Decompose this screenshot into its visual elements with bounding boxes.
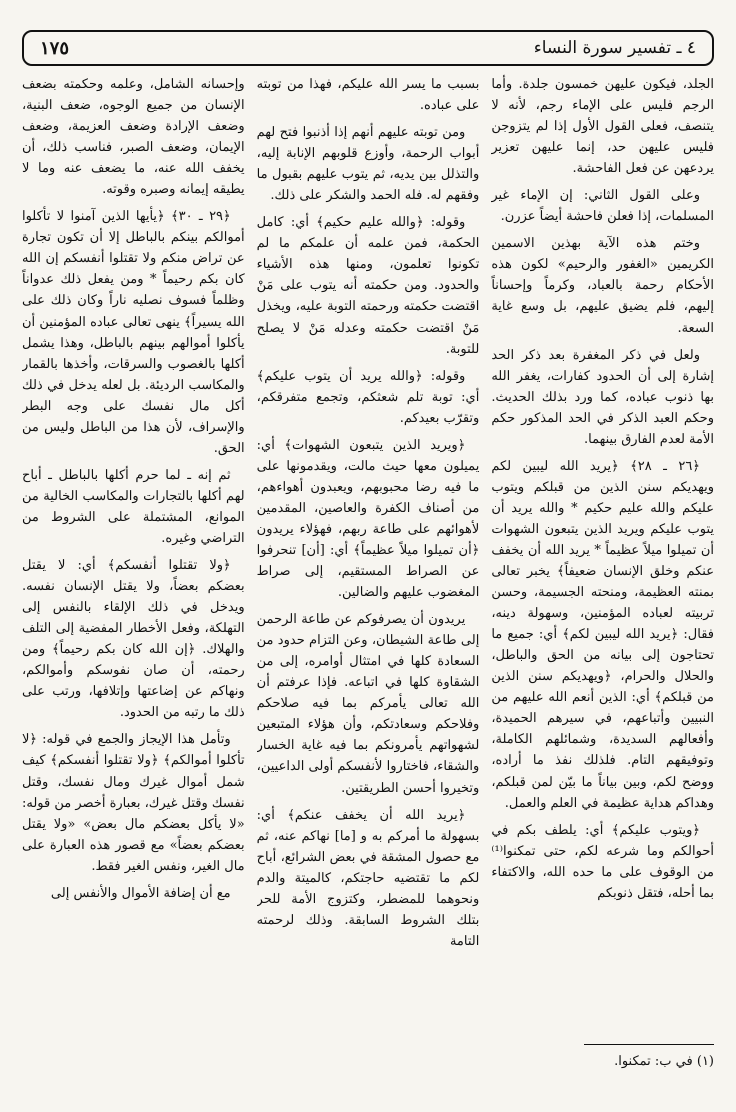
paragraph: ﴿ولا تقتلوا أنفسكم﴾ أي: لا يقتل بعضكم بعضاً، ولا يقتل الإنسان نفسه. ويدخل في ذلك الإلقاء بالنفس إلى التهلكة، وفعل الأخطار المفضية إلى التلف والهلاك. ﴿إن الله كان بكم رحيماً﴾ ومن رحمته، أن صان نفوسكم وأموالكم، ونهاكم عن إضاعتها وإتلافها، ورتب على ذلك ما رتبه من الحدود. xyxy=(21,558,245,721)
footnote: (١) في ب: تمكنوا. xyxy=(614,1054,714,1069)
paragraph: وتأمل هذا الإيجاز والجمع في قوله: ﴿لا تأكلوا أموالكم﴾ ﴿ولا تقتلوا أنفسكم﴾ كيف شمل أموال غيرك ومال نفسك، وقتل نفسك وقتل غيرك، بعبارة أخصر من قوله: «لا يأكل بعضكم مال بعض» «ولا يقتل بعضكم بعضاً» مع قصور هذه العبارة على مال الغير، ونفس الغير فقط. xyxy=(21,732,245,874)
column-left xyxy=(22,74,245,1024)
paragraph: ﴿٢٦ ـ ٢٨﴾ ﴿يريد الله ليبين لكم ويهديكم سنن الذين من قبلكم ويتوب عليكم والله عليم حكيم * والله يريد أن يتوب عليكم ويريد الذين يتبعون الشهوات أن تميلوا ميلاً عظيماً * يريد الله أن يخفف عنكم وخلق الإنسان ضعيفاً﴾ يخبر تعالى بمنته العظيمة، ومنحته الجسيمة، وحسن تربيته لعباده المؤمنين، وسهولة دينه، فقال: ﴿يريد الله ليبين لكم﴾ أي: جميع ما تحتاجون إلى بيانه من الحق والباطل، والحلال والحرام، ﴿ويهديكم سنن الذين من قبلكم﴾ أي: الذين أنعم الله عليهم من النبيين وأتباعهم، في سيرهم الحميدة، وأفعالهم السديدة، وشمائلهم الكاملة، وتوفيقهم التام. فلذلك نفذ ما أراده، ووضح لكم، وبين بياناً ما بيّن لمن قبلكم، وهداكم هداية عظيمة في العلم والعمل. xyxy=(491,458,714,811)
page-header xyxy=(22,30,714,66)
paragraph: بسبب ما يسر الله عليكم، فهذا من توبته على عباده. xyxy=(256,77,480,114)
paragraph: وعلى القول الثاني: إن الإماء غير المسلمات، إذا فعلن فاحشة أيضاً عزرن. xyxy=(491,188,714,225)
paragraph: ﴿٢٩ ـ ٣٠﴾ ﴿يأيها الذين آمنوا لا تأكلوا أموالكم بينكم بالباطل إلا أن تكون تجارة عن تراض منكم ولا تقتلوا أنفسكم إن الله كان بكم رحيماً * ومن يفعل ذلك عدواناً وظلماً فسوف نصليه ناراً وكان ذلك على الله يسيراً﴾ ينهى تعالى عباده المؤمنين أن يأكلوا أموالهم بينهم بالباطل، وهذا يشمل أكلها بالغصوب والسرقات، وأخذها بالقمار والمكاسب الرديئة. بل لعله يدخل في ذلك أكل مال نفسك على وجه البطر والإسراف، لأن هذا من الباطل وليس من الحق. xyxy=(21,209,245,456)
running-title: ٤ ـ تفسير سورة النساء xyxy=(533,38,696,58)
page-number: ١٧٥ xyxy=(40,37,70,59)
paragraph: ﴿يريد الله أن يخفف عنكم﴾ أي: بسهولة ما أمركم به و [ما] نهاكم عنه، ثم مع حصول المشقة في بعض الشرائع، أباح لكم ما تقتضيه حاجتكم، كالميتة والدم ونحوهما للمضطر، وكتزوج الأمة للحر بتلك الشروط السابقة. وذلك لرحمته التامة xyxy=(256,807,480,949)
paragraph: يريدون أن يصرفوكم عن طاعة الرحمن إلى طاعة الشيطان، وعن التزام حدود من السعادة كلها في امتثال أوامره، إلى من الشقاوة كلها في اتباعه. فإذا عرفتم أن الله تعالى يأمركم بما فيه صلاحكم وفلاحكم وسعادتكم، وأن هؤلاء المتبعين لشهواتهم يأمرونكم بما فيه غاية الخسار والشقاء، فاختاروا لأنفسكم أولى الداعيين، وتخيروا أحسن الطريقتين. xyxy=(256,612,480,796)
paragraph: وختم هذه الآية بهذين الاسمين الكريمين «الغفور والرحيم» لكون هذه الأحكام رحمة بالعباد، وكرماً وإحساناً إليهم، فلم يضيق عليهم، بل وسع غاية السعة. xyxy=(491,236,714,336)
paragraph: وقوله: ﴿والله يريد أن يتوب عليكم﴾ أي: توبة تلم شعثكم، وتجمع متفرقكم، وتقرّب بعيدكم. xyxy=(256,368,480,426)
paragraph: ومن توبته عليهم أنهم إذا أذنبوا فتح لهم أبواب الرحمة، وأوزع قلوبهم الإنابة إليه، والتذلل بين يديه، ثم يتوب عليهم بقبول ما وفقهم له. فله الحمد والشكر على ذلك. xyxy=(256,125,480,204)
paragraph: وقوله: ﴿والله عليم حكيم﴾ أي: كامل الحكمة، فمن علمه أن علمكم ما لم تكونوا تعلمون، ومنها هذه الأشياء والحدود. ومن حكمته أنه يتوب على مَنْ اقتضت حكمته ورحمته التوبة عليه، ويخذل مَنْ اقتضت حكمته وعدله مَنْ لا يصلح للتوبة. xyxy=(256,215,480,357)
paragraph: الجلد، فيكون عليهن خمسون جلدة. وأما الرجم فليس على الإماء رجم، لأنه لا يتنصف، فعلى القول الأول إذا لم يتزوجن فليس عليهن حد، إنما عليهن تعزير يردعهن عن فعل الفاحشة. xyxy=(491,77,714,177)
paragraph: ﴿ويتوب عليكم﴾ أي: يلطف بكم في أحوالكم وما شرعه لكم، حتى تمكنوا⁽¹⁾ من الوقوف على ما حده الله، والاكتفاء بما أحله، فتقل ذنوبكم xyxy=(491,822,714,901)
paragraph: ثم إنه ـ لما حرم أكلها بالباطل ـ أباح لهم أكلها بالتجارات والمكاسب الخالية من الموانع، المشتملة على الشروط من التراضي وغيره. xyxy=(21,467,245,546)
text-columns xyxy=(22,74,714,1024)
paragraph: ولعل في ذكر المغفرة بعد ذكر الحد إشارة إلى أن الحدود كفارات، يغفر الله بها ذنوب عباده، كما ورد بذلك الحديث. وحكم العبد الذكر في الحد المذكور حكم الأمة لعدم الفارق بينهما. xyxy=(491,347,714,447)
paragraph: مع أن إضافة الأموال والأنفس إلى xyxy=(50,885,231,901)
column-middle xyxy=(257,74,480,1024)
column-right xyxy=(491,74,714,1024)
paragraph: وإحسانه الشامل، وعلمه وحكمته بضعف الإنسان من جميع الوجوه، ضعف البنية، وضعف الإرادة وضعف العزيمة، وضعف الإيمان، وضعف الصبر، فناسب ذلك، أن يخفف الله عنه، ما يضعف عنه وما لا يطيقه إيمانه وصبره وقوته. xyxy=(21,77,245,198)
paragraph: ﴿ويريد الذين يتبعون الشهوات﴾ أي: يميلون معها حيث مالت، ويقدمونها على ما فيه رضا محبوبهم، ويعبدون أهواءهم، من أصناف الكفرة والعاصين، المقدمين لأهوائهم على طاعة ربهم، فهؤلاء يريدون ﴿أن تميلوا ميلاً عظيماً﴾ أي: [أن] تنحرفوا عن الصراط المستقيم، إلى صراط المغضوب عليهم والضالين. xyxy=(256,437,480,601)
footnote-divider xyxy=(584,1044,714,1045)
